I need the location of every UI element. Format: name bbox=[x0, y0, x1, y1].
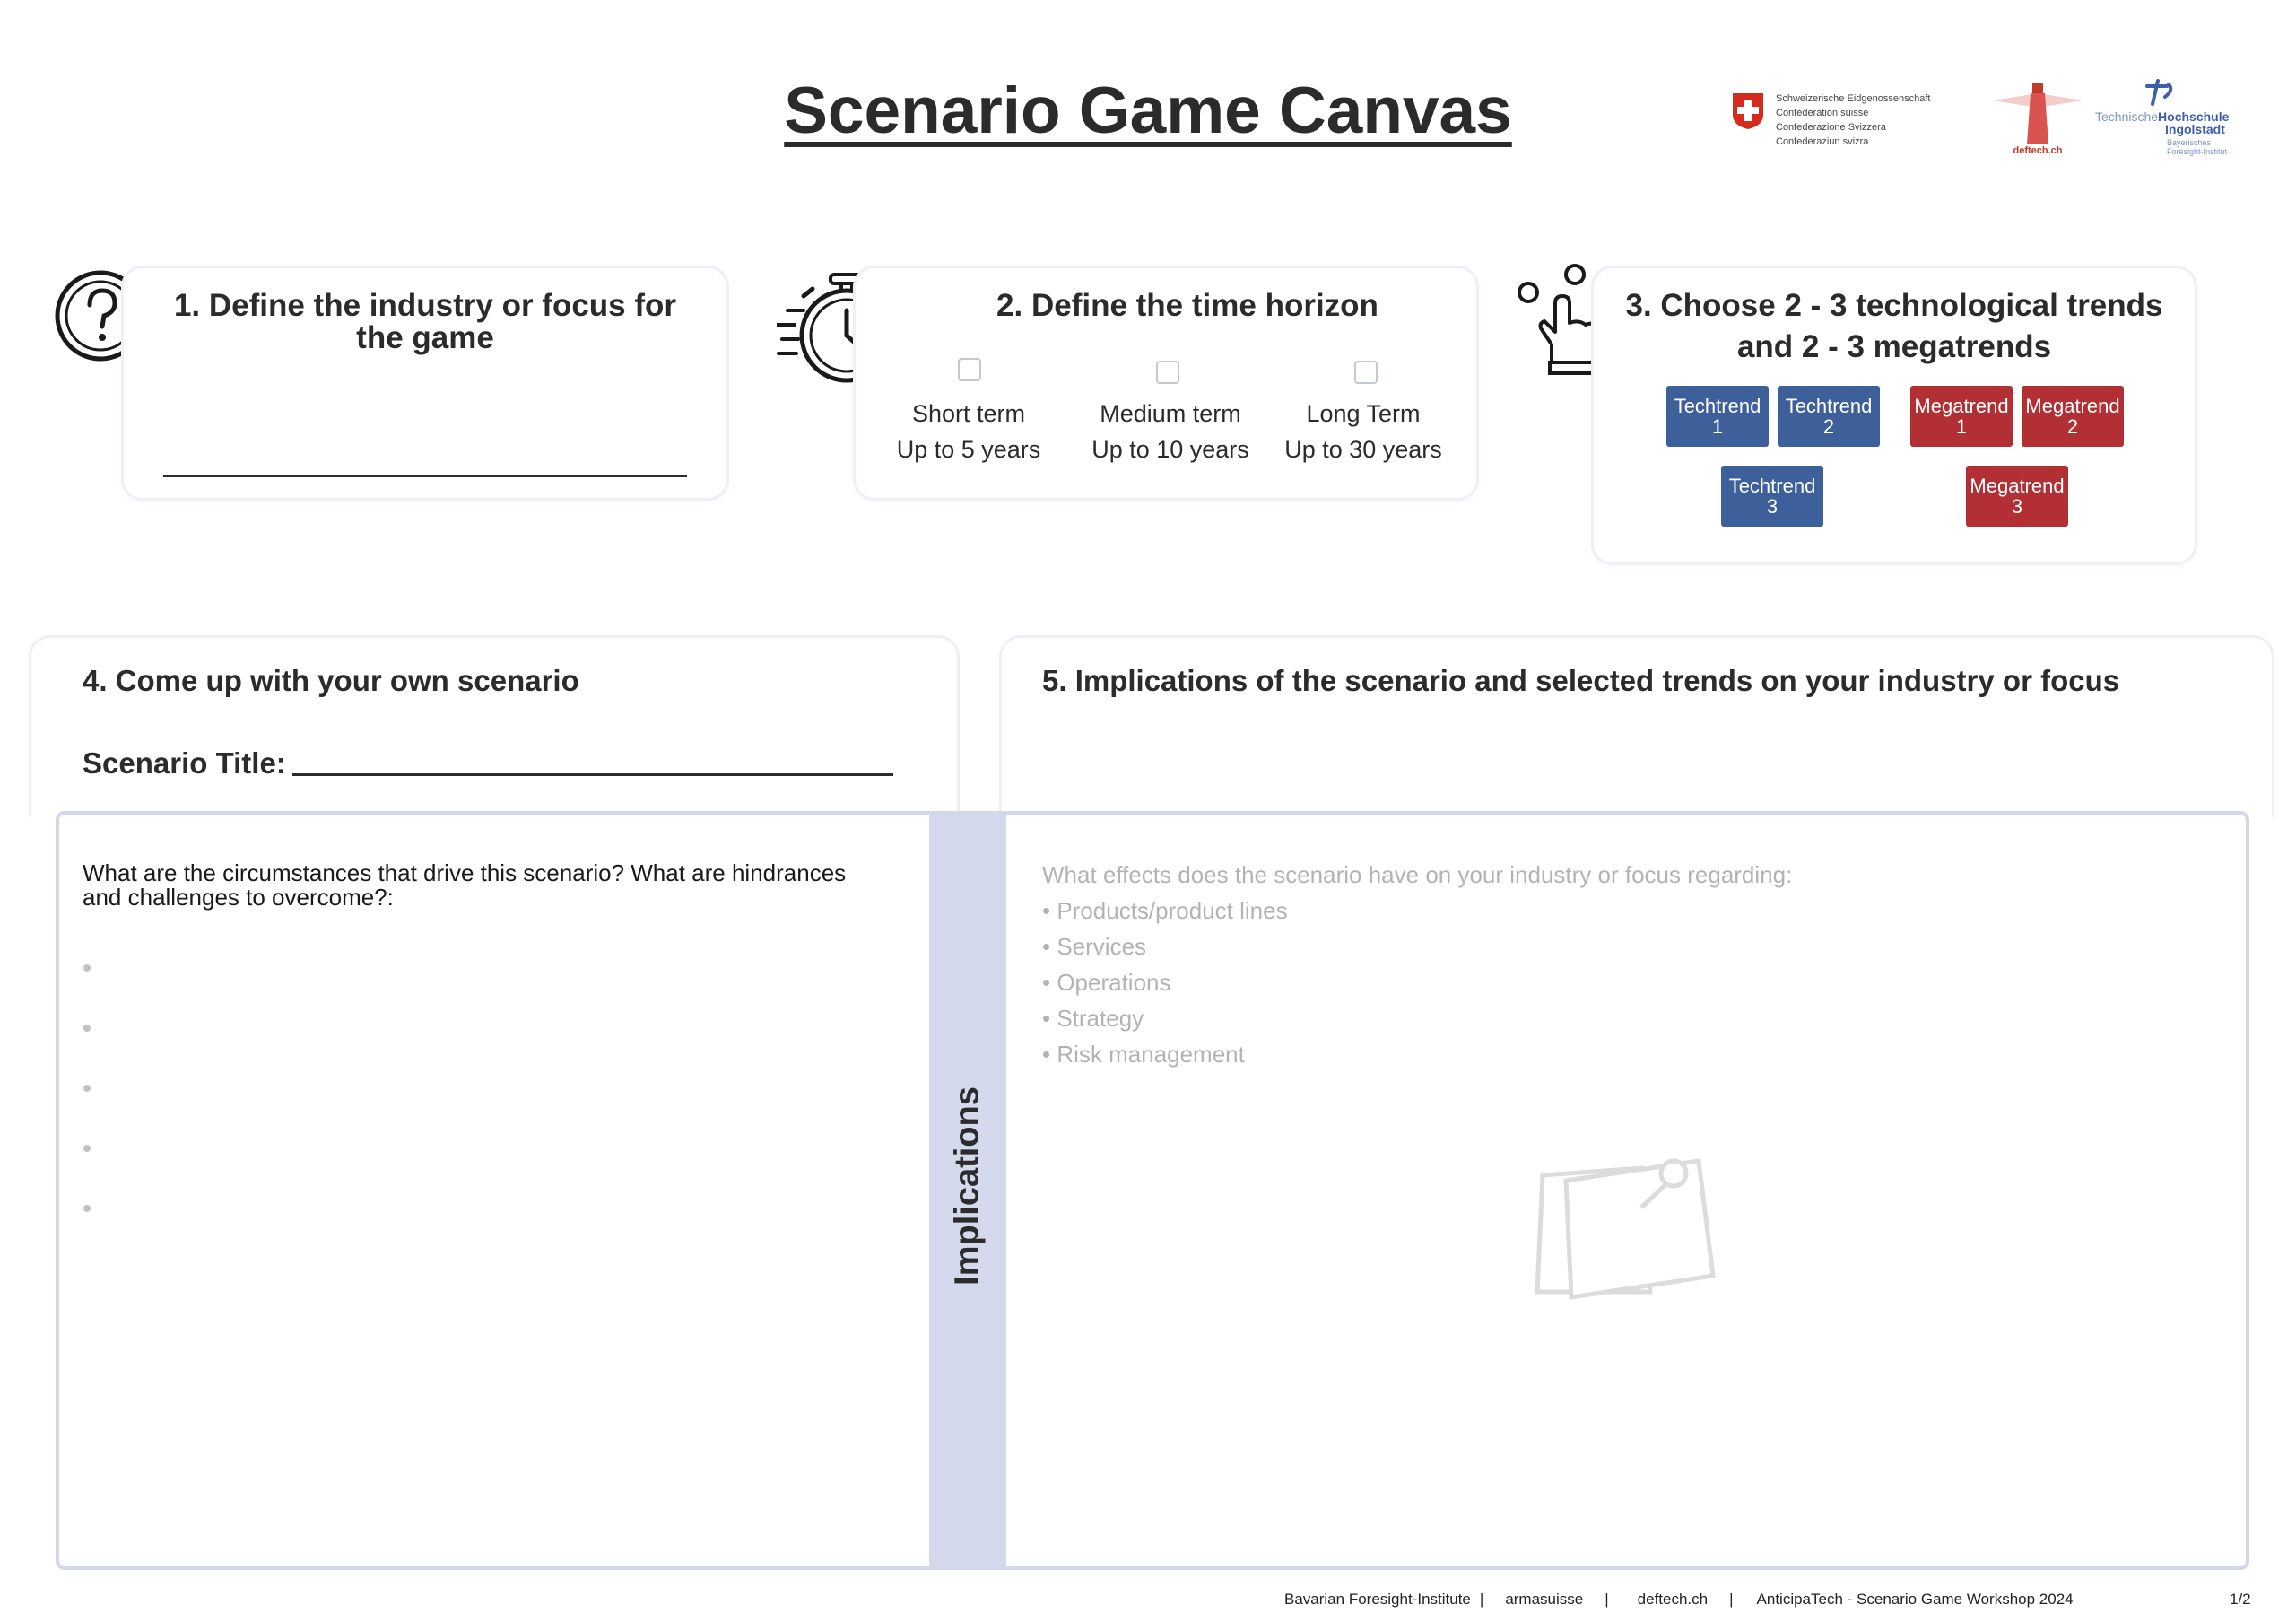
effects-item-operations: • Operations bbox=[1042, 969, 1171, 996]
scenario-title-label: Scenario Title: bbox=[83, 746, 286, 780]
step5-title: 5. Implications of the scenario and selected trends on your industry or focus bbox=[1042, 664, 2120, 697]
effects-item-products: • Products/product lines bbox=[1042, 897, 1288, 924]
swiss-line-3: Confederazione Svizzera bbox=[1776, 122, 1886, 133]
long-term-checkbox[interactable] bbox=[1354, 361, 1378, 384]
short-term-label: Short term bbox=[911, 400, 1026, 427]
footer-armasuisse: armasuisse bbox=[1505, 1591, 1584, 1608]
short-term-checkbox[interactable] bbox=[958, 358, 981, 381]
step3-title-line1: 3. Choose 2 - 3 technological trends bbox=[1625, 288, 2163, 323]
effects-intro: What effects does the scenario have on your industry or focus regarding: bbox=[1042, 861, 1793, 888]
long-term-label: Long Term bbox=[1306, 400, 1421, 427]
long-term-sub: Up to 30 years bbox=[1284, 436, 1442, 463]
thi-logo-icon bbox=[2142, 77, 2178, 108]
step4-title: 4. Come up with your own scenario bbox=[83, 664, 579, 697]
thi-logo bbox=[2095, 77, 2239, 160]
step1-card bbox=[121, 266, 729, 501]
industry-input-line[interactable] bbox=[163, 475, 687, 477]
megatrend-2-badge[interactable]: Megatrend 2 bbox=[2022, 386, 2124, 447]
megatrend-3-badge[interactable]: Megatrend 3 bbox=[1966, 466, 2068, 527]
scenario-title-input-line[interactable] bbox=[292, 773, 893, 776]
sticky-notes-icon bbox=[1534, 1148, 1718, 1306]
medium-term-label: Medium term bbox=[1100, 400, 1241, 427]
implications-label: Implications bbox=[948, 1086, 987, 1286]
medium-term-checkbox[interactable] bbox=[1156, 361, 1179, 384]
step2-card bbox=[853, 266, 1479, 501]
thi-sub-2: Foresight-Institut bbox=[2167, 147, 2228, 156]
step3-title-line2: and 2 - 3 megatrends bbox=[1736, 329, 2052, 364]
bullet-3 bbox=[83, 1085, 91, 1092]
thi-ingolstadt: Ingolstadt bbox=[2165, 122, 2225, 136]
techtrend-1-badge[interactable]: Techtrend 1 bbox=[1666, 386, 1769, 447]
thi-technische: Technische bbox=[2095, 109, 2159, 124]
bullet-4 bbox=[83, 1145, 91, 1152]
page-number: 1/2 bbox=[2230, 1591, 2251, 1608]
footer-event: AnticipaTech - Scenario Game Workshop 2024 bbox=[1756, 1591, 2074, 1608]
medium-term-sub: Up to 10 years bbox=[1091, 436, 1249, 463]
techtrend-2-badge[interactable]: Techtrend 2 bbox=[1778, 386, 1880, 447]
short-term-sub: Up to 5 years bbox=[896, 436, 1041, 463]
deftech-text: deftech.ch bbox=[2013, 145, 2063, 156]
footer-bfi: Bavarian Foresight-Institute bbox=[1284, 1591, 1471, 1608]
effects-item-risk: • Risk management bbox=[1042, 1041, 1245, 1068]
bullet-5 bbox=[83, 1205, 91, 1212]
megatrend-1-badge[interactable]: Megatrend 1 bbox=[1910, 386, 2013, 447]
techtrend-3-badge[interactable]: Techtrend 3 bbox=[1721, 466, 1823, 527]
footer-deftech: deftech.ch bbox=[1637, 1591, 1709, 1608]
effects-item-strategy: • Strategy bbox=[1042, 1005, 1144, 1032]
swiss-line-4: Confederaziun svizra bbox=[1776, 136, 1869, 147]
swiss-line-2: Confédération suisse bbox=[1776, 108, 1869, 118]
thi-sub-1: Bayerisches bbox=[2167, 138, 2212, 147]
deftech-logo bbox=[1993, 81, 2083, 161]
step2-title: 2. Define the time horizon bbox=[996, 288, 1378, 323]
step4-card bbox=[29, 635, 960, 817]
swiss-line-1: Schweizerische Eidgenossenschaft bbox=[1776, 93, 1931, 104]
footer-sep-1: | bbox=[1479, 1591, 1484, 1608]
bullet-1 bbox=[83, 964, 91, 972]
bullet-2 bbox=[83, 1025, 91, 1032]
step1-title: 1. Define the industry or focus for the game bbox=[173, 288, 677, 355]
thi-hochschule: Hochschule bbox=[2158, 109, 2230, 124]
effects-item-services: • Services bbox=[1042, 933, 1147, 960]
footer-sep-3: | bbox=[1729, 1591, 1734, 1608]
swiss-cross-icon bbox=[1731, 92, 1765, 131]
step5-card bbox=[999, 635, 2274, 817]
circumstances-question: What are the circumstances that drive this scenario? What are hindrances and challenges to overcome?: bbox=[83, 859, 847, 911]
page-title: Scenario Game Canvas bbox=[784, 74, 1512, 147]
footer-sep-2: | bbox=[1605, 1591, 1609, 1608]
swiss-logo bbox=[1731, 88, 1964, 151]
lighthouse-icon bbox=[1993, 81, 2083, 145]
